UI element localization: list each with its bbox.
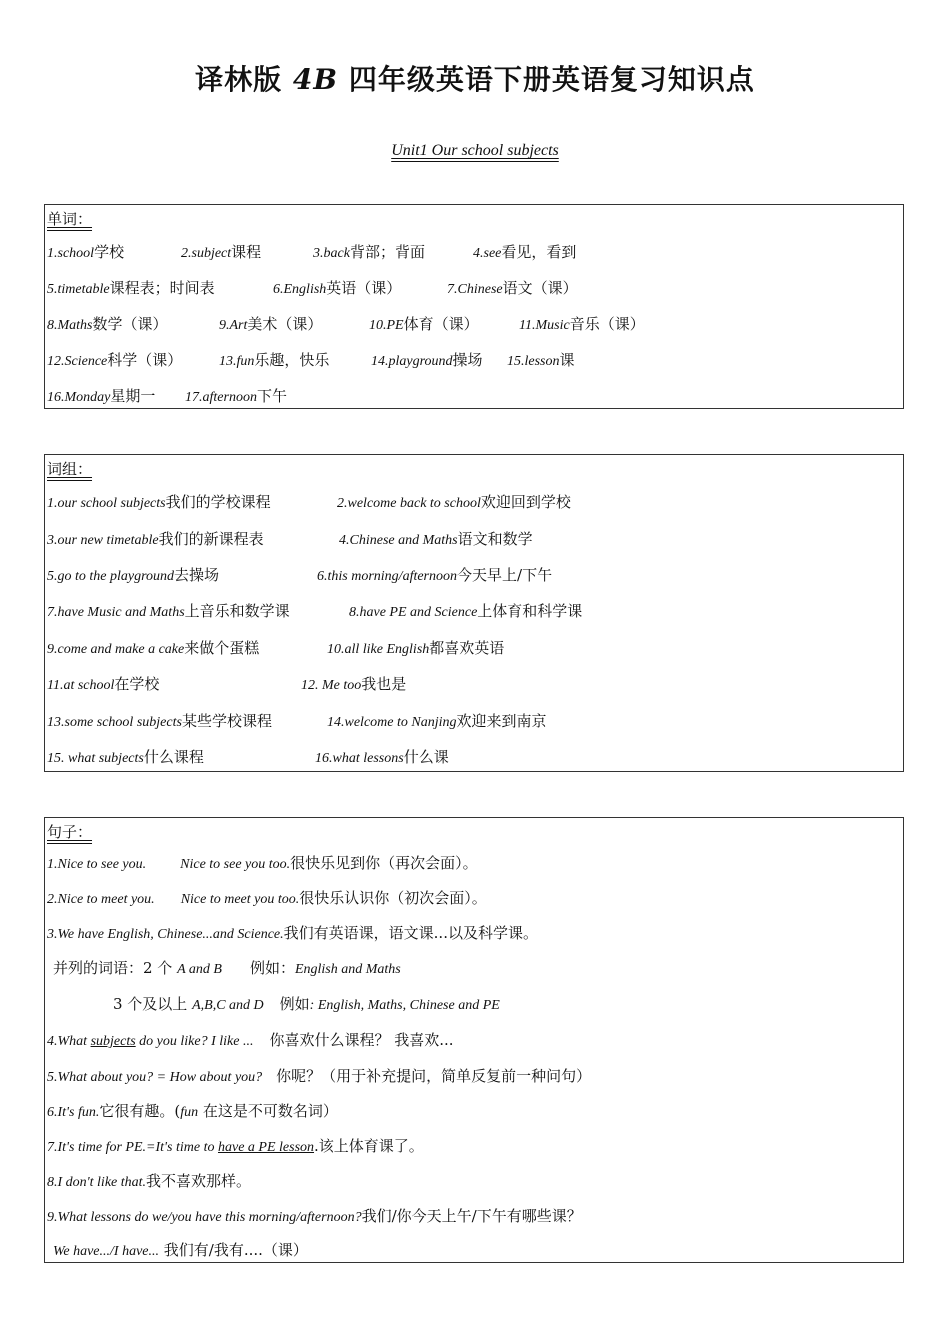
phrases-heading: 词组： — [47, 460, 93, 478]
sentence-en-underlined: have a PE lesson — [217, 1140, 315, 1155]
note-line — [53, 956, 401, 980]
note-en: A,B,C and D — [192, 998, 264, 1013]
sentence-zh: 我们有英语课，语文课...以及科学课。 — [283, 924, 538, 942]
title-grade: 4B — [292, 63, 339, 96]
sentence-en: 7.It's time for PE.=It's time to — [47, 1140, 218, 1155]
words-section — [44, 204, 904, 409]
phrase-en: 7.have Music and Maths — [47, 605, 185, 620]
phrase-zh: 我也是 — [361, 675, 407, 693]
sentence-en: do you like? I like ... — [135, 1034, 254, 1049]
word-zh: 背部；背面 — [349, 243, 425, 261]
sentence-line — [47, 886, 487, 910]
phrase-en: 10.all like English — [327, 642, 430, 657]
phrase-zh: 什么课程 — [143, 748, 204, 766]
word-en: 9.Art — [219, 318, 248, 333]
word-zh: 操场 — [452, 351, 483, 369]
sentence-en: 4.What — [47, 1034, 91, 1049]
sentence-en-underlined: subjects — [90, 1034, 136, 1049]
sentence-en: Nice to see you too. — [180, 857, 291, 872]
phrase-en: 16.what lessons — [315, 751, 404, 766]
note-zh: 例如： — [249, 959, 295, 977]
word-zh: 课程表；时间表 — [109, 279, 215, 297]
words-heading: 单词： — [47, 210, 93, 228]
sentence-zh: 很快乐见到你（再次会面）。 — [290, 854, 478, 872]
word-en: 4.see — [473, 246, 502, 261]
title-suffix: 四年级英语下册英语复习知识点 — [338, 63, 755, 96]
sentence-en: 1.Nice to see you. — [47, 857, 147, 872]
phrase-zh: 今天早上/下午 — [457, 566, 553, 584]
word-en: 7.Chinese — [447, 282, 503, 297]
unit-subtitle-text: Unit1 Our school subjects — [391, 142, 559, 159]
phrase-zh: 语文和数学 — [457, 530, 533, 548]
word-en: 2.subject — [181, 246, 232, 261]
phrase-zh: 我们的新课程表 — [158, 530, 264, 548]
phrase-en: 6.this morning/afternoon — [317, 569, 458, 584]
phrase-zh: 在学校 — [114, 675, 160, 693]
word-en: 16.Monday — [47, 390, 111, 405]
word-zh: 学校 — [94, 243, 125, 261]
word-en: 12.Science — [47, 354, 108, 369]
phrase-en: 14.welcome to Nanjing — [327, 715, 457, 730]
sentence-zh: 你喜欢什么课程？ 我喜欢... — [269, 1031, 454, 1049]
sentence-zh: 我们/你今天上午/下午有哪些课？ — [361, 1207, 582, 1225]
phrase-en: 8.have PE and Science — [349, 605, 478, 620]
word-en: 10.PE — [369, 318, 404, 333]
word-zh: 科学（课） — [107, 351, 183, 369]
note-zh: 3 个及以上 — [113, 995, 193, 1013]
word-en: 1.school — [47, 246, 95, 261]
phrase-zh: 上音乐和数学课 — [184, 602, 290, 620]
word-zh: 英语（课） — [326, 279, 402, 297]
title-prefix: 译林版 — [195, 63, 293, 96]
sentence-line — [47, 1204, 582, 1228]
word-en: 15.lesson — [507, 354, 560, 369]
sentence-zh: .该上体育课了。 — [314, 1137, 424, 1155]
sentence-en: Nice to meet you too. — [180, 892, 300, 907]
word-zh: 音乐（课） — [569, 315, 645, 333]
sentence-en: We have.../I have... — [53, 1244, 159, 1259]
sentence-zh: 很快乐认识你（初次会面）。 — [299, 889, 487, 907]
word-en: 8.Maths — [47, 318, 93, 333]
unit-subtitle — [0, 142, 950, 160]
phrase-zh: 都喜欢英语 — [429, 639, 505, 657]
phrase-zh: 我们的学校课程 — [165, 493, 271, 511]
sentence-line — [47, 851, 478, 875]
phrase-en: 3.our new timetable — [47, 533, 159, 548]
sentence-en: 8.I don't like that. — [47, 1175, 147, 1190]
phrase-zh: 欢迎来到南京 — [456, 712, 547, 730]
word-zh: 课 — [559, 351, 575, 369]
sentence-zh: 我们有/我有....（课） — [159, 1241, 308, 1259]
sentence-line — [47, 1134, 424, 1158]
phrase-en: 5.go to the playground — [47, 569, 175, 584]
word-en: 17.afternoon — [185, 390, 257, 405]
phrase-zh: 上体育和科学课 — [477, 602, 583, 620]
phrase-zh: 来做个蛋糕 — [184, 639, 260, 657]
sentence-en: 6.It's fun. — [47, 1105, 100, 1120]
phrase-zh: 欢迎回到学校 — [480, 493, 571, 511]
note-en: A and B — [177, 962, 222, 977]
phrase-en: 2.welcome back to school — [337, 496, 481, 511]
sentence-zh: 它很有趣。( — [99, 1102, 181, 1120]
sentence-line — [47, 1169, 251, 1193]
word-zh: 下午 — [256, 387, 287, 405]
sentence-line — [47, 1064, 591, 1088]
sentence-zh: 在这是不可数名词） — [198, 1102, 338, 1120]
phrase-en: 9.come and make a cake — [47, 642, 185, 657]
phrase-zh: 去操场 — [174, 566, 220, 584]
sentences-heading: 句子： — [47, 823, 93, 841]
sentence-zh: 你呢？（用于补充提问，简单反复前一种问句） — [276, 1067, 592, 1085]
sentence-zh: 我不喜欢那样。 — [146, 1172, 252, 1190]
word-zh: 体育（课） — [403, 315, 479, 333]
word-zh: 课程 — [231, 243, 262, 261]
phrase-en: 4.Chinese and Maths — [339, 533, 458, 548]
sentence-en: 2.Nice to meet you. — [47, 892, 155, 907]
phrase-en: 12. Me too — [301, 678, 362, 693]
phrase-en: 11.at school — [47, 678, 115, 693]
word-en: 6.English — [273, 282, 327, 297]
phrase-en: 15. what subjects — [47, 751, 144, 766]
phrases-section — [44, 454, 904, 772]
sentence-line — [47, 921, 538, 945]
word-en: 13.fun — [219, 354, 255, 369]
word-en: 3.back — [313, 246, 350, 261]
word-zh: 语文（课） — [502, 279, 578, 297]
phrase-en: 1.our school subjects — [47, 496, 166, 511]
note-line — [113, 992, 500, 1016]
sentence-en: fun — [180, 1105, 199, 1120]
word-en: 11.Music — [519, 318, 570, 333]
phrase-zh: 某些学校课程 — [181, 712, 272, 730]
note-zh: 并列的词语：2 个 — [53, 959, 178, 977]
sentences-section — [44, 817, 904, 1263]
note-zh: 例如 — [279, 995, 310, 1013]
phrase-zh: 什么课 — [403, 748, 449, 766]
sentence-en: 5.What about you? = How about you? — [47, 1070, 263, 1085]
phrase-en: 13.some school subjects — [47, 715, 182, 730]
note-en: English and Maths — [294, 962, 401, 977]
word-en: 5.timetable — [47, 282, 110, 297]
word-zh: 乐趣，快乐 — [254, 351, 330, 369]
note-en: : English, Maths, Chinese and PE — [309, 998, 500, 1013]
sentence-en: 9.What lessons do we/you have this morning/afternoon? — [47, 1210, 362, 1225]
sentence-en: 3.We have English, Chinese...and Science. — [47, 927, 284, 942]
word-zh: 星期一 — [110, 387, 156, 405]
word-en: 14.playground — [371, 354, 453, 369]
sentence-line — [47, 1099, 338, 1123]
word-zh: 美术（课） — [247, 315, 323, 333]
sentence-line — [53, 1238, 308, 1262]
word-zh: 看见，看到 — [501, 243, 577, 261]
word-zh: 数学（课） — [92, 315, 168, 333]
sentence-line — [47, 1028, 454, 1052]
page-title — [0, 58, 950, 98]
